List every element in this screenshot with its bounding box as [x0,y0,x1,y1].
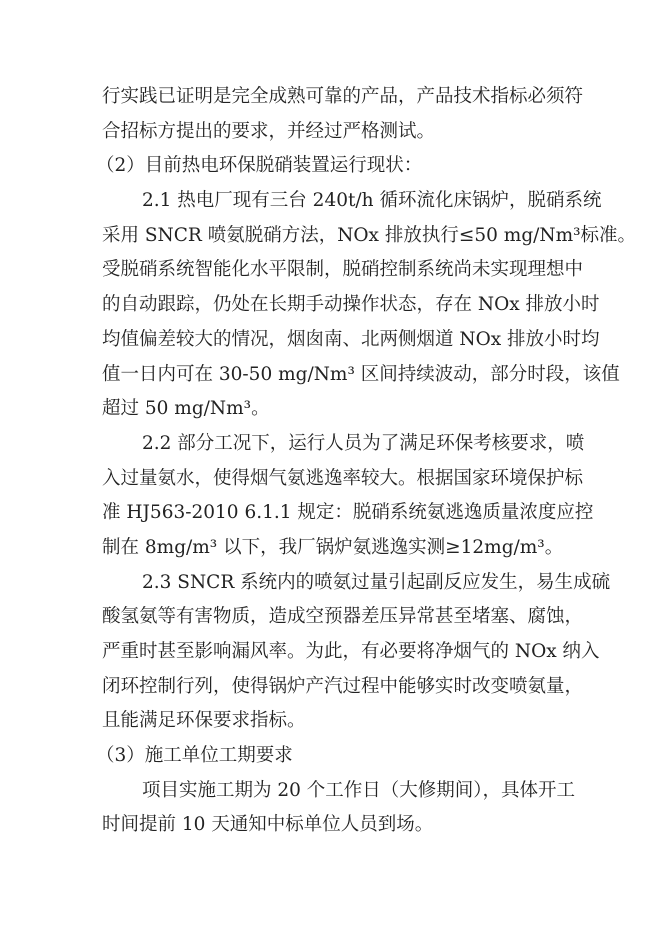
paragraph-2-3-line: 2.3 SNCR 系统内的喷氨过量引起副反应发生，易生成硫 [142,571,611,593]
paragraph-2-3-line: 闭环控制行列，使得锅炉产汽过程中能够实时改变喷氨量， [102,675,584,697]
paragraph-2-1-line: 2.1 热电厂现有三台 240t/h 循环流化床锅炉，脱硝系统 [142,190,602,212]
paragraph-line: 合招标方提出的要求，并经过严格测试。 [102,120,436,142]
paragraph-2-3-line: 严重时甚至影响漏风率。为此，有必要将净烟气的 NOx 纳入 [102,641,600,662]
paragraph-2-1-line: 均值偏差较大的情况，烟囱南、北两侧烟道 NOx 排放小时均 [102,328,600,350]
section-heading-2: （2）目前热电环保脱硝装置运行现状： [96,155,423,177]
paragraph-2-1-line: 值一日内可在 30-50 mg/Nm³ 区间持续波动，部分时段，该值 [102,363,620,385]
paragraph-2-3-line: 酸氢氨等有害物质，造成空预器差压异常甚至堵塞、腐蚀， [102,606,584,628]
paragraph-2-1-line: 超过 50 mg/Nm³。 [102,398,270,420]
paragraph-2-3-line: 且能满足环保要求指标。 [102,710,306,732]
paragraph-3-line: 时间提前 10 天通知中标单位人员到场。 [102,814,434,836]
paragraph-2-1-line: 受脱硝系统智能化水平限制，脱硝控制系统尚未实现理想中 [102,259,584,281]
paragraph-2-2-line: 制在 8mg/m³ 以下，我厂锅炉氨逃逸实测≥12mg/m³。 [102,536,564,558]
paragraph-2-1-line: 采用 SNCR 喷氨脱硝方法，NOx 排放执行≤50 mg/Nm³标准。 [102,224,637,246]
paragraph-2-2-line: 2.2 部分工况下，运行人员为了满足环保考核要求，喷 [142,432,585,454]
paragraph-3-line: 项目实施工期为 20 个工作日（大修期间），具体开工 [142,779,576,801]
paragraph-2-2-line: 准 HJ563-2010 6.1.1 规定：脱硝系统氨逃逸质量浓度应控 [102,502,594,524]
paragraph-2-1-line: 的自动跟踪，仍处在长期手动操作状态，存在 NOx 排放小时 [102,294,600,316]
paragraph-line: 行实践已证明是完全成熟可靠的产品，产品技术指标必须符 [102,86,584,107]
document-page [96,80,637,843]
section-heading-3: （3）施工单位工期要求 [96,745,293,767]
paragraph-2-2-line: 入过量氨水，使得烟气氨逃逸率较大。根据国家环境保护标 [102,467,584,489]
